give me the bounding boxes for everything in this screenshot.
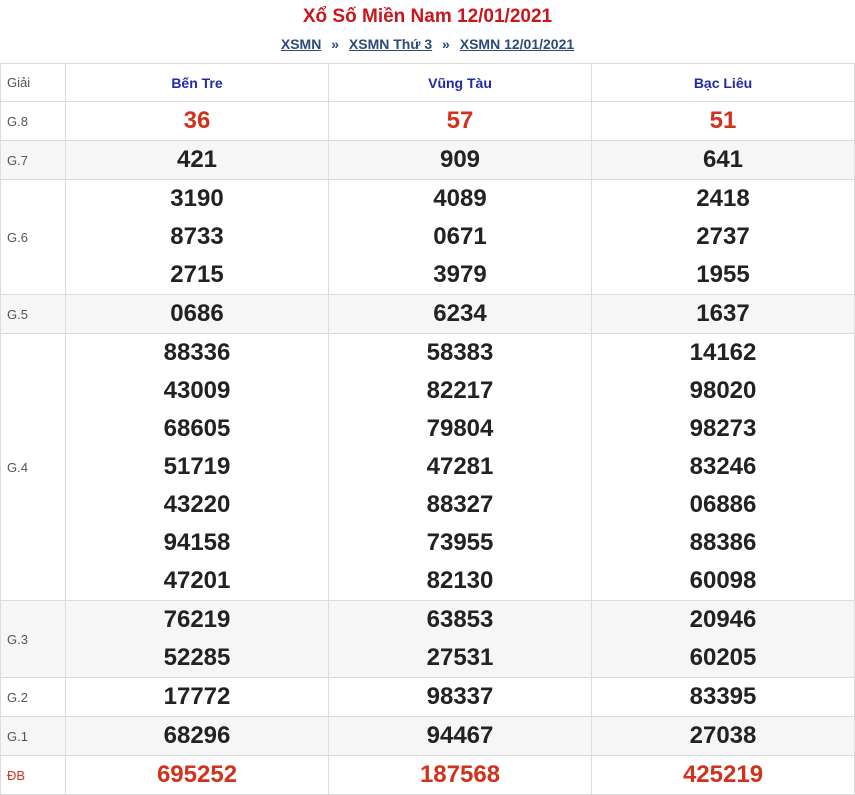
prize-number: 421: [176, 146, 218, 173]
province-header-ben-tre[interactable]: Bến Tre: [66, 64, 329, 102]
prize-number: 58383: [426, 339, 494, 366]
province-header-vung-tau[interactable]: Vũng Tàu: [329, 64, 592, 102]
prize-number: 14162: [689, 339, 757, 366]
prize-number: 63853: [426, 606, 494, 633]
prize-cell: [66, 756, 329, 795]
prize-number: 94467: [426, 722, 494, 749]
table-row: [1, 756, 855, 795]
prize-cell: [329, 141, 592, 180]
prize-cell: [66, 601, 329, 678]
prize-number: 425219: [682, 761, 764, 788]
prize-number: 88386: [689, 529, 757, 556]
prize-number: 2715: [170, 261, 224, 288]
prize-number: 641: [702, 146, 744, 173]
prize-number: 83246: [689, 453, 757, 480]
prize-number: 68296: [163, 722, 231, 749]
prize-label: G.6: [1, 180, 66, 295]
prize-number: 0686: [170, 300, 224, 327]
breadcrumb: [0, 36, 855, 52]
prize-label: G.8: [1, 102, 66, 141]
prize-number: 4089: [433, 185, 487, 212]
prize-cell: [329, 601, 592, 678]
prize-label: ĐB: [1, 756, 66, 795]
prize-number: 909: [439, 146, 481, 173]
prize-number: 06886: [689, 491, 757, 518]
prize-number: 36: [183, 107, 211, 134]
prize-number: 98273: [689, 415, 757, 442]
prize-cell: [66, 678, 329, 717]
prize-number: 98337: [426, 683, 494, 710]
prize-cell: [329, 756, 592, 795]
prize-cell: [66, 180, 329, 295]
prize-label: G.1: [1, 717, 66, 756]
prize-number: 2418: [696, 185, 750, 212]
prize-label: G.3: [1, 601, 66, 678]
prize-number: 3979: [433, 261, 487, 288]
prize-number: 88336: [163, 339, 231, 366]
prize-number: 51719: [163, 453, 231, 480]
prize-number: 1637: [696, 300, 750, 327]
prize-number: 20946: [689, 606, 757, 633]
prize-number: 2737: [696, 223, 750, 250]
prize-number: 47201: [163, 567, 231, 594]
results-table: [0, 63, 855, 795]
prize-number: 187568: [419, 761, 501, 788]
prize-cell: [592, 678, 855, 717]
results-body: [1, 102, 855, 795]
prize-number: 60098: [689, 567, 757, 594]
prize-label: G.5: [1, 295, 66, 334]
prize-label: G.2: [1, 678, 66, 717]
prize-cell: [592, 180, 855, 295]
prize-number: 79804: [426, 415, 494, 442]
prize-cell: [66, 141, 329, 180]
prize-cell: [592, 334, 855, 601]
table-header-row: [1, 64, 855, 102]
prize-number: 94158: [163, 529, 231, 556]
prize-cell: [592, 102, 855, 141]
prize-number: 76219: [163, 606, 231, 633]
prize-number: 57: [446, 107, 474, 134]
prize-cell: [592, 141, 855, 180]
prize-label: G.7: [1, 141, 66, 180]
breadcrumb-link-xsmn-date[interactable]: XSMN 12/01/2021: [459, 36, 575, 52]
prize-cell: [329, 334, 592, 601]
prize-cell: [592, 756, 855, 795]
prize-number: 6234: [433, 300, 487, 327]
table-row: [1, 601, 855, 678]
breadcrumb-link-xsmn-thu-3[interactable]: XSMN Thứ 3: [348, 36, 433, 52]
prize-number: 98020: [689, 377, 757, 404]
province-header-bac-lieu[interactable]: Bạc Liêu: [592, 64, 855, 102]
prize-number: 695252: [156, 761, 238, 788]
prize-cell: [329, 102, 592, 141]
table-row: [1, 334, 855, 601]
prize-number: 27038: [689, 722, 757, 749]
prize-number: 8733: [170, 223, 224, 250]
prize-number: 43220: [163, 491, 231, 518]
table-row: [1, 295, 855, 334]
prize-cell: [329, 180, 592, 295]
table-row: [1, 180, 855, 295]
prize-cell: [329, 295, 592, 334]
prize-number: 52285: [163, 644, 231, 671]
prize-number: 0671: [433, 223, 487, 250]
prize-number: 43009: [163, 377, 231, 404]
table-row: [1, 141, 855, 180]
breadcrumb-link-xsmn[interactable]: XSMN: [280, 36, 322, 52]
table-row: [1, 717, 855, 756]
prize-cell: [592, 717, 855, 756]
prize-number: 68605: [163, 415, 231, 442]
prize-number: 51: [709, 107, 737, 134]
prize-number: 60205: [689, 644, 757, 671]
prize-number: 73955: [426, 529, 494, 556]
prize-cell: [592, 295, 855, 334]
prize-number: 3190: [170, 185, 224, 212]
prize-label: G.4: [1, 334, 66, 601]
prize-number: 82217: [426, 377, 494, 404]
prize-cell: [66, 102, 329, 141]
table-row: [1, 102, 855, 141]
prize-cell: [66, 295, 329, 334]
prize-number: 83395: [689, 683, 757, 710]
prize-number: 1955: [696, 261, 750, 288]
prize-number: 17772: [163, 683, 231, 710]
page-title: Xổ Số Miền Nam 12/01/2021: [302, 6, 553, 27]
prize-number: 82130: [426, 567, 494, 594]
prize-cell: [329, 717, 592, 756]
breadcrumb-separator: »: [331, 36, 339, 52]
prize-column-header: Giải: [1, 64, 66, 102]
prize-cell: [329, 678, 592, 717]
prize-cell: [66, 334, 329, 601]
prize-number: 27531: [426, 644, 494, 671]
table-row: [1, 678, 855, 717]
prize-cell: [592, 601, 855, 678]
breadcrumb-separator: »: [442, 36, 450, 52]
page-header: [0, 0, 855, 63]
prize-number: 88327: [426, 491, 494, 518]
prize-number: 47281: [426, 453, 494, 480]
prize-cell: [66, 717, 329, 756]
